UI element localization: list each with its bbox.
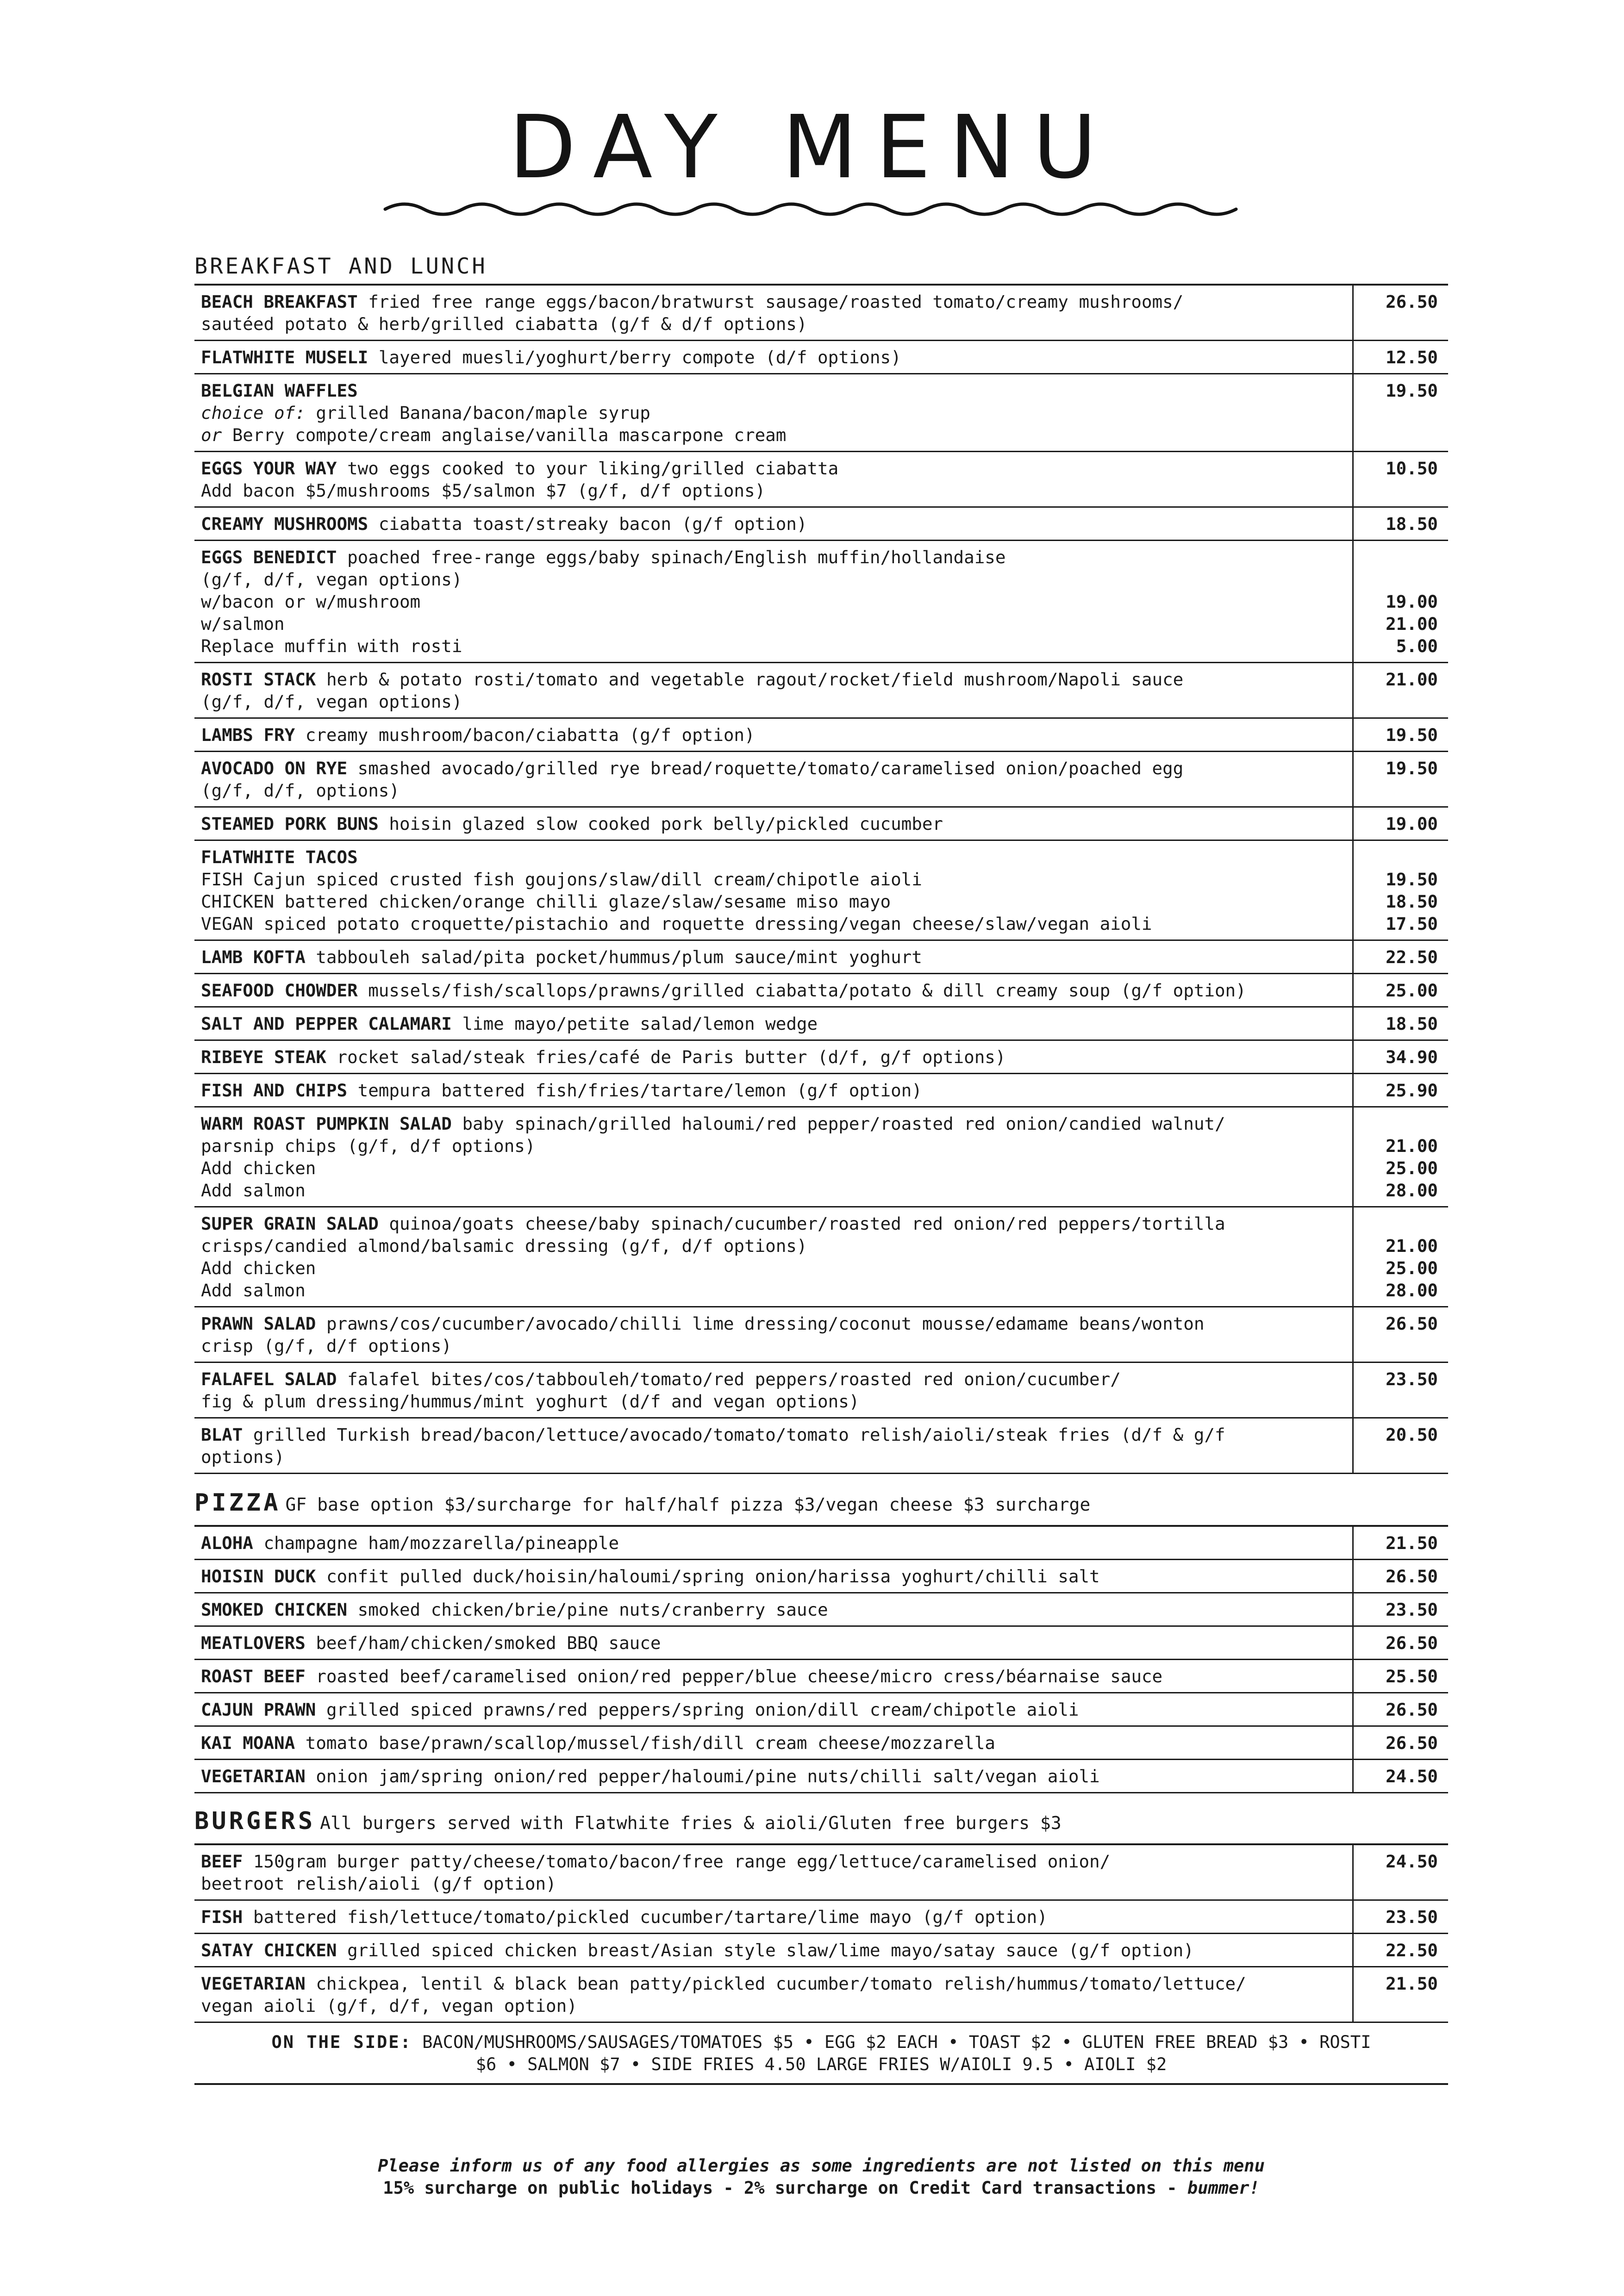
section-heading-burgers-row: [194, 1809, 1448, 1833]
menu-item-price: [1353, 974, 1449, 1007]
menu-item-text: quinoa/goats cheese/baby spinach/cucumber/roasted red onion/red peppers/tortilla: [389, 1213, 1225, 1234]
menu-item-text: lime mayo/petite salad/lemon wedge: [462, 1014, 818, 1034]
menu-item-text: w/salmon: [201, 614, 285, 634]
menu-item-row: [194, 752, 1448, 807]
menu-item-text: layered muesli/yoghurt/berry compote (d/f options): [378, 347, 901, 367]
menu-item-row: [194, 1363, 1448, 1418]
menu-item-name: BELGIAN WAFFLES: [201, 380, 358, 401]
menu-item-text: beef/ham/chicken/smoked BBQ sauce: [316, 1633, 661, 1653]
menu-item-row: [194, 541, 1448, 663]
menu-item-text: CHICKEN battered chicken/orange chilli glaze/slaw/sesame miso mayo: [201, 891, 891, 912]
price-value: 22.50: [1386, 947, 1438, 967]
menu-item-name: SMOKED CHICKEN: [201, 1599, 348, 1620]
menu-item-description: [194, 752, 1353, 807]
price-value: 23.50: [1386, 1369, 1438, 1389]
menu-item-row: [194, 1207, 1448, 1307]
menu-item-price: [1353, 1040, 1449, 1074]
menu-item-description: [194, 940, 1353, 974]
menu-item-name: FLATWHITE MUSELI: [201, 347, 369, 367]
menu-item-row: [194, 341, 1448, 374]
menu-item-text: FISH Cajun spiced crusted fish goujons/slaw/dill cream/chipotle aioli: [201, 869, 922, 890]
menu-item-row: [194, 452, 1448, 507]
menu-item-text: (g/f, d/f, vegan options): [201, 691, 462, 712]
price-value: 21.00: [1386, 1236, 1438, 1256]
menu-item-name: LAMB KOFTA: [201, 947, 306, 967]
price-value: 18.50: [1386, 1014, 1438, 1034]
menu-item-text: sautéed potato & herb/grilled ciabatta (g/f & d/f options): [201, 314, 807, 334]
menu-item-description: [194, 1418, 1353, 1474]
menu-item-text: smoked chicken/brie/pine nuts/cranberry sauce: [357, 1599, 828, 1620]
menu-item-name: STEAMED PORK BUNS: [201, 814, 379, 834]
menu-item-name: SEAFOOD CHOWDER: [201, 980, 358, 1001]
menu-item-row: [194, 374, 1448, 452]
menu-item-text: hoisin glazed slow cooked pork belly/pickled cucumber: [389, 814, 943, 834]
menu-item-name: SATAY CHICKEN: [201, 1940, 337, 1960]
menu-item-row: [194, 1626, 1448, 1660]
menu-item-name: HOISIN DUCK: [201, 1566, 316, 1587]
menu-item-name: SUPER GRAIN SALAD: [201, 1213, 379, 1234]
menu-item-name: ALOHA: [201, 1533, 253, 1553]
menu-item-description: [194, 1726, 1353, 1760]
menu-item-price: [1353, 840, 1449, 940]
section-heading-pizza: PIZZA: [194, 1489, 281, 1517]
menu-item-price: [1353, 541, 1449, 663]
price-value: 23.50: [1386, 1907, 1438, 1927]
menu-item-price: [1353, 663, 1449, 718]
menu-item-description: [194, 718, 1353, 752]
price-value: 18.50: [1386, 891, 1438, 912]
menu-item-text: tomato base/prawn/scallop/mussel/fish/dill cream cheese/mozzarella: [305, 1733, 995, 1753]
price-value: 28.00: [1386, 1180, 1438, 1201]
menu-item-description: [194, 1900, 1353, 1934]
price-value: [1354, 1213, 1438, 1235]
menu-item-text: rocket salad/steak fries/café de Paris butter (d/f, g/f options): [337, 1047, 1006, 1067]
price-value: 21.00: [1386, 1136, 1438, 1156]
menu-item-text: crisp (g/f, d/f options): [201, 1336, 452, 1356]
sides-line-1: BACON/MUSHROOMS/SAUSAGES/TOMATOES $5 • EGG $2 EACH • TOAST $2 • GLUTEN FREE BREAD $3 • ROSTI: [422, 2032, 1371, 2052]
menu-item-price: [1353, 1626, 1449, 1660]
menu-item-row: [194, 285, 1448, 341]
menu-item-name: BEACH BREAKFAST: [201, 292, 358, 312]
menu-item-description: [194, 1934, 1353, 1967]
price-value: 23.50: [1386, 1599, 1438, 1620]
menu-item-text: battered fish/lettuce/tomato/pickled cucumber/tartare/lime mayo (g/f option): [253, 1907, 1048, 1927]
burgers-table: [194, 1843, 1448, 2023]
menu-item-description: [194, 1593, 1353, 1626]
menu-item-description: [194, 541, 1353, 663]
price-value: 26.50: [1386, 1733, 1438, 1753]
menu-item-text: VEGAN spiced potato croquette/pistachio and roquette dressing/vegan cheese/slaw/vegan aioli: [201, 914, 1152, 934]
menu-item-text: creamy mushroom/bacon/ciabatta (g/f option): [305, 725, 755, 745]
menu-item-text: parsnip chips (g/f, d/f options): [201, 1136, 536, 1156]
menu-item-text: Add bacon $5/mushrooms $5/salmon $7 (g/f, d/f options): [201, 480, 766, 501]
menu-item-description: [194, 1074, 1353, 1107]
price-value: 5.00: [1396, 636, 1438, 656]
menu-item-row: [194, 1900, 1448, 1934]
menu-item-price: [1353, 718, 1449, 752]
price-value: 10.50: [1386, 458, 1438, 479]
price-value: 25.00: [1386, 980, 1438, 1001]
price-value: 21.50: [1386, 1973, 1438, 1994]
menu-item-text: baby spinach/grilled haloumi/red pepper/roasted red onion/candied walnut/: [462, 1114, 1225, 1134]
menu-item-price: [1353, 1526, 1449, 1560]
menu-item-price: [1353, 1207, 1449, 1307]
menu-item-text: fig & plum dressing/hummus/mint yoghurt (d/f and vegan options): [201, 1391, 860, 1412]
menu-item-price: [1353, 752, 1449, 807]
price-value: 19.50: [1386, 869, 1438, 890]
menu-item-row: [194, 1007, 1448, 1040]
menu-item-price: [1353, 1844, 1449, 1900]
menu-item-description: [194, 1626, 1353, 1660]
menu-item-price: [1353, 1363, 1449, 1418]
menu-item-text: grilled spiced chicken breast/Asian style slaw/lime mayo/satay sauce (g/f option): [347, 1940, 1194, 1960]
price-value: 25.00: [1386, 1258, 1438, 1278]
price-value: 26.50: [1386, 1633, 1438, 1653]
menu-item-name: BEEF: [201, 1851, 243, 1872]
price-value: 25.00: [1386, 1158, 1438, 1178]
menu-item-text: poached free-range eggs/baby spinach/English muffin/hollandaise: [347, 547, 1006, 567]
menu-item-name: ROAST BEEF: [201, 1666, 306, 1686]
menu-item-text: w/bacon or w/mushroom: [201, 591, 421, 612]
menu-item-description: [194, 1107, 1353, 1207]
menu-item-price: [1353, 1760, 1449, 1793]
menu-item-price: [1353, 1660, 1449, 1693]
menu-item-text: prawns/cos/cucumber/avocado/chilli lime dressing/coconut mousse/edamame beans/wonton: [326, 1313, 1205, 1334]
menu-item-price: [1353, 1107, 1449, 1207]
menu-item-name: VEGETARIAN: [201, 1973, 306, 1994]
price-value: 12.50: [1386, 347, 1438, 367]
menu-item-description: [194, 507, 1353, 541]
menu-item-row: [194, 1967, 1448, 2022]
price-value: 24.50: [1386, 1851, 1438, 1872]
price-value: [1354, 546, 1438, 568]
price-value: 21.00: [1386, 614, 1438, 634]
menu-item-row: [194, 1040, 1448, 1074]
menu-item-description: [194, 1007, 1353, 1040]
menu-item-text: grilled spiced prawns/red peppers/spring onion/dill cream/chipotle aioli: [326, 1699, 1079, 1720]
surcharge-notice: [194, 2177, 1448, 2199]
menu-item-row: [194, 1418, 1448, 1474]
menu-item-name: WARM ROAST PUMPKIN SALAD: [201, 1114, 452, 1134]
menu-item-name: VEGETARIAN: [201, 1766, 306, 1786]
menu-item-description: [194, 840, 1353, 940]
menu-item-name: FALAFEL SALAD: [201, 1369, 337, 1389]
menu-item-description: [194, 807, 1353, 840]
menu-item-description: [194, 1967, 1353, 2022]
menu-item-text: Add salmon: [201, 1180, 306, 1201]
menu-item-text: (g/f, d/f, vegan options): [201, 569, 462, 590]
menu-item-text: 150gram burger patty/cheese/tomato/bacon/free range egg/lettuce/caramelised onion/: [253, 1851, 1111, 1872]
menu-item-text: options): [201, 1447, 285, 1467]
breakfast-table: [194, 284, 1448, 1474]
menu-item-price: [1353, 940, 1449, 974]
price-value: 28.00: [1386, 1280, 1438, 1300]
menu-item-price: [1353, 1418, 1449, 1474]
menu-item-row: [194, 1593, 1448, 1626]
menu-item-price: [1353, 1560, 1449, 1593]
price-value: 25.90: [1386, 1080, 1438, 1101]
menu-item-text: (g/f, d/f, options): [201, 780, 400, 801]
menu-item-text: beetroot relish/aioli (g/f option): [201, 1873, 556, 1894]
menu-item-row: [194, 807, 1448, 840]
menu-item-name: PRAWN SALAD: [201, 1313, 316, 1334]
menu-item-price: [1353, 1934, 1449, 1967]
menu-item-row: [194, 1760, 1448, 1793]
menu-item-name: BLAT: [201, 1425, 243, 1445]
menu-item-text: grilled Turkish bread/bacon/lettuce/avocado/tomato/tomato relish/aioli/steak fries (d/f & g/f: [253, 1425, 1225, 1445]
section-heading-pizza-row: [194, 1491, 1448, 1515]
menu-item-price: [1353, 507, 1449, 541]
menu-item-name: CREAMY MUSHROOMS: [201, 514, 369, 534]
menu-item-name: AVOCADO ON RYE: [201, 758, 348, 778]
menu-item-description: [194, 1760, 1353, 1793]
menu-item-name: CAJUN PRAWN: [201, 1699, 316, 1720]
menu-item-price: [1353, 285, 1449, 341]
menu-item-row: [194, 507, 1448, 541]
pizza-table: [194, 1525, 1448, 1793]
surcharge-text: 15% surcharge on public holidays - 2% surcharge on Credit Card transactions -: [383, 2178, 1187, 2198]
menu-item-text: two eggs cooked to your liking/grilled ciabatta: [347, 458, 839, 479]
menu-item-name: EGGS BENEDICT: [201, 547, 337, 567]
price-value: 34.90: [1386, 1047, 1438, 1067]
menu-item-text: Add chicken: [201, 1158, 316, 1178]
menu-item-price: [1353, 807, 1449, 840]
menu-item-text: tabbouleh salad/pita pocket/hummus/plum sauce/mint yoghurt: [316, 947, 922, 967]
menu-item-price: [1353, 1726, 1449, 1760]
price-value: 26.50: [1386, 1313, 1438, 1334]
price-value: 21.50: [1386, 1533, 1438, 1553]
menu-item-description: [194, 1307, 1353, 1363]
wave-divider: [382, 197, 1239, 221]
price-value: 19.50: [1386, 380, 1438, 401]
menu-item-description: [194, 1526, 1353, 1560]
price-value: [1354, 568, 1438, 591]
bummer-text: bummer!: [1187, 2178, 1260, 2198]
menu-item-price: [1353, 374, 1449, 452]
menu-item-price: [1353, 1593, 1449, 1626]
menu-item-description: [194, 1693, 1353, 1726]
sides-heading: ON THE SIDE:: [271, 2032, 412, 2052]
menu-item-text: roasted beef/caramelised onion/red pepper/blue cheese/micro cress/béarnaise sauce: [316, 1666, 1163, 1686]
menu-item-name: RIBEYE STEAK: [201, 1047, 326, 1067]
menu-item-text: smashed avocado/grilled rye bread/roquette/tomato/caramelised onion/poached egg: [357, 758, 1184, 778]
menu-item-name: ROSTI STACK: [201, 669, 316, 690]
menu-item-name: FLATWHITE TACOS: [201, 847, 358, 867]
menu-item-text: vegan aioli (g/f, d/f, vegan option): [201, 1996, 577, 2016]
menu-item-description: [194, 285, 1353, 341]
menu-item-name: LAMBS FRY: [201, 725, 295, 745]
price-value: [1354, 846, 1438, 868]
menu-item-row: [194, 940, 1448, 974]
price-value: [1354, 1113, 1438, 1135]
menu-item-price: [1353, 452, 1449, 507]
menu-item-row: [194, 974, 1448, 1007]
price-value: 26.50: [1386, 292, 1438, 312]
menu-item-row: [194, 718, 1448, 752]
price-value: 25.50: [1386, 1666, 1438, 1686]
menu-item-description: [194, 1363, 1353, 1418]
allergy-notice: Please inform us of any food allergies as some ingredients are not listed on this menu: [378, 2156, 1265, 2176]
price-value: 26.50: [1386, 1699, 1438, 1720]
menu-item-text: onion jam/spring onion/red pepper/haloumi/pine nuts/chilli salt/vegan aioli: [316, 1766, 1100, 1786]
menu-item-row: [194, 1726, 1448, 1760]
menu-item-text: chickpea, lentil & black bean patty/pickled cucumber/tomato relish/hummus/tomato/lettuce/: [316, 1973, 1246, 1994]
menu-item-text: mussels/fish/scallops/prawns/grilled ciabatta/potato & dill creamy soup (g/f option): [368, 980, 1246, 1001]
menu-item-description: [194, 974, 1353, 1007]
menu-item-row: [194, 1844, 1448, 1900]
menu-item-description: [194, 341, 1353, 374]
menu-item-row: [194, 1934, 1448, 1967]
footer: [194, 2155, 1448, 2199]
breakfast-section: [194, 255, 1448, 2085]
price-value: 19.50: [1386, 725, 1438, 745]
menu-item-row: [194, 1307, 1448, 1363]
menu-item-price: [1353, 1693, 1449, 1726]
menu-item-name: EGGS YOUR WAY: [201, 458, 337, 479]
menu-item-text: tempura battered fish/fries/tartare/lemon (g/f option): [357, 1080, 922, 1101]
price-value: 18.50: [1386, 514, 1438, 534]
menu-item-price: [1353, 1900, 1449, 1934]
price-value: 24.50: [1386, 1766, 1438, 1786]
menu-item-description: [194, 1040, 1353, 1074]
section-heading-burgers: BURGERS: [194, 1807, 316, 1835]
menu-item-text: champagne ham/mozzarella/pineapple: [263, 1533, 619, 1553]
menu-item-description: [194, 1207, 1353, 1307]
menu-item-price: [1353, 1007, 1449, 1040]
menu-item-description: [194, 452, 1353, 507]
menu-item-text: Add chicken: [201, 1258, 316, 1278]
menu-item-price: [1353, 1074, 1449, 1107]
price-value: 19.50: [1386, 758, 1438, 778]
menu-item-text: ciabatta toast/streaky bacon (g/f option): [378, 514, 807, 534]
menu-item-price: [1353, 1307, 1449, 1363]
menu-item-row: [194, 663, 1448, 718]
menu-item-text: choice of: grilled Banana/bacon/maple syrup: [201, 403, 650, 423]
price-value: 19.00: [1386, 591, 1438, 612]
price-value: 19.00: [1386, 814, 1438, 834]
price-value: 21.00: [1386, 669, 1438, 690]
pizza-note: GF base option $3/surcharge for half/half pizza $3/vegan cheese $3 surcharge: [285, 1494, 1091, 1515]
price-value: 26.50: [1386, 1566, 1438, 1587]
section-heading-breakfast: BREAKFAST AND LUNCH: [194, 254, 487, 279]
menu-item-name: KAI MOANA: [201, 1733, 295, 1753]
sides-block: [194, 2023, 1448, 2085]
menu-item-price: [1353, 1967, 1449, 2022]
sides-line-2: $6 • SALMON $7 • SIDE FRIES 4.50 LARGE FRIES W/AIOLI 9.5 • AIOLI $2: [475, 2054, 1167, 2074]
price-value: 20.50: [1386, 1425, 1438, 1445]
menu-item-row: [194, 1074, 1448, 1107]
menu-item-text: or Berry compote/cream anglaise/vanilla mascarpone cream: [201, 425, 787, 445]
menu-item-row: [194, 1660, 1448, 1693]
menu-item-name: MEATLOVERS: [201, 1633, 306, 1653]
menu-item-row: [194, 840, 1448, 940]
menu-item-row: [194, 1693, 1448, 1726]
menu-item-text: confit pulled duck/hoisin/haloumi/spring onion/harissa yoghurt/chilli salt: [326, 1566, 1100, 1587]
menu-item-text: crisps/candied almond/balsamic dressing (g/f, d/f options): [201, 1236, 807, 1256]
price-value: 17.50: [1386, 914, 1438, 934]
menu-item-description: [194, 1660, 1353, 1693]
menu-item-description: [194, 1560, 1353, 1593]
menu-item-name: FISH AND CHIPS: [201, 1080, 348, 1101]
page-title: DAY MENU: [509, 97, 1115, 198]
menu-item-text: falafel bites/cos/tabbouleh/tomato/red peppers/roasted red onion/cucumber/: [347, 1369, 1121, 1389]
menu-item-text: fried free range eggs/bacon/bratwurst sausage/roasted tomato/creamy mushrooms/: [368, 292, 1184, 312]
menu-item-description: [194, 374, 1353, 452]
menu-item-row: [194, 1560, 1448, 1593]
menu-item-name: SALT AND PEPPER CALAMARI: [201, 1014, 452, 1034]
menu-item-text: herb & potato rosti/tomato and vegetable ragout/rocket/field mushroom/Napoli sauce: [326, 669, 1184, 690]
menu-item-description: [194, 1844, 1353, 1900]
burgers-note: All burgers served with Flatwhite fries & aioli/Gluten free burgers $3: [320, 1813, 1062, 1833]
menu-item-row: [194, 1526, 1448, 1560]
menu-item-name: FISH: [201, 1907, 243, 1927]
menu-item-text: Replace muffin with rosti: [201, 636, 462, 656]
price-value: 22.50: [1386, 1940, 1438, 1960]
menu-item-row: [194, 1107, 1448, 1207]
menu-item-text: Add salmon: [201, 1280, 306, 1300]
menu-item-description: [194, 663, 1353, 718]
menu-item-price: [1353, 341, 1449, 374]
